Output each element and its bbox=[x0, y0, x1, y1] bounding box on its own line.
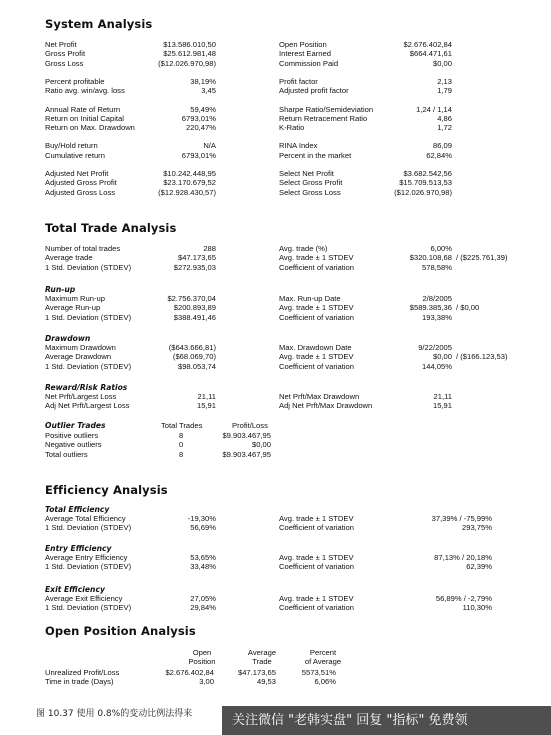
row-value: 33,48% bbox=[190, 562, 216, 572]
open-position-label: Time in trade (Days) bbox=[45, 677, 114, 687]
table-row bbox=[45, 450, 345, 459]
row-label: Adjusted Gross Loss bbox=[45, 187, 116, 197]
outlier-col-profit-loss: Profit/Loss bbox=[232, 421, 268, 430]
table-row bbox=[0, 677, 551, 686]
outlier-label: Negative outliers bbox=[45, 440, 102, 450]
row-right-value: 1,79 bbox=[437, 86, 452, 96]
row-right-label: RINA Index bbox=[279, 141, 318, 151]
open-position-col-percent: Percent bbox=[309, 648, 337, 657]
outlier-profit-loss: $9.903.467,95 bbox=[222, 449, 271, 459]
row-label: Gross Profit bbox=[45, 49, 86, 59]
row-value: 6793,01% bbox=[181, 150, 216, 160]
row-value: ($12.026.970,98) bbox=[158, 58, 216, 68]
row-right-label: Return Retracement Ratio bbox=[279, 113, 368, 123]
row-right-value: 15,91 bbox=[432, 401, 452, 411]
runup-subtitle: Run-up bbox=[45, 285, 76, 294]
row-label: Net Prft/Largest Loss bbox=[45, 392, 117, 401]
table-row bbox=[0, 362, 551, 371]
row-label: Buy/Hold return bbox=[45, 141, 98, 151]
table-row bbox=[0, 668, 551, 677]
row-right-value: $589.385,36 bbox=[409, 303, 452, 313]
total-trade-analysis-title: Total Trade Analysis bbox=[45, 221, 177, 235]
table-row bbox=[0, 263, 551, 272]
row-right-value: 62,84% bbox=[426, 150, 452, 160]
table-row bbox=[0, 352, 551, 361]
row-right-value: 21,11 bbox=[433, 392, 452, 401]
row-value: $25.612.981,48 bbox=[163, 49, 216, 59]
table-row bbox=[0, 114, 551, 123]
open-position-col-position: Position bbox=[188, 657, 216, 666]
row-right-value: $0,00 bbox=[432, 58, 452, 68]
row-right-value: 37,39% / -75,99% bbox=[431, 514, 492, 523]
open-position-header-row-2 bbox=[0, 657, 551, 666]
reward-risk-subtitle: Reward/Risk Ratios bbox=[45, 383, 128, 392]
row-right-value: 1,72 bbox=[437, 123, 452, 133]
outlier-label: Positive outliers bbox=[45, 431, 99, 440]
table-row bbox=[0, 294, 551, 303]
row-right-label: Open Position bbox=[279, 40, 327, 49]
row-label: Net Profit bbox=[45, 40, 77, 49]
row-value: 53,65% bbox=[190, 553, 216, 562]
table-row bbox=[0, 141, 551, 150]
outlier-subtitle: Outlier Trades bbox=[45, 421, 106, 430]
row-value: 15,91 bbox=[196, 401, 216, 411]
table-row bbox=[0, 562, 551, 571]
row-right-value: 110,30% bbox=[462, 603, 492, 613]
table-row bbox=[0, 401, 551, 410]
open-position-analysis-title: Open Position Analysis bbox=[45, 624, 196, 638]
row-right-label: Select Net Profit bbox=[279, 169, 334, 178]
row-value: 6793,01% bbox=[181, 113, 216, 123]
row-right-label: Select Gross Loss bbox=[279, 187, 341, 197]
table-row bbox=[0, 514, 551, 523]
open-position-label: Unrealized Profit/Loss bbox=[45, 668, 120, 677]
exit-efficiency-subtitle: Exit Efficiency bbox=[45, 585, 105, 594]
row-right-value: 62,39% bbox=[466, 562, 492, 572]
table-row bbox=[0, 49, 551, 58]
row-right-value: $2.676.402,84 bbox=[403, 40, 452, 49]
table-row bbox=[0, 343, 551, 352]
outlier-profit-loss: $0,00 bbox=[251, 440, 271, 450]
row-label: 1 Std. Deviation (STDEV) bbox=[45, 312, 132, 322]
row-right-value: 193,38% bbox=[422, 312, 452, 322]
open-position-percent: 6,06% bbox=[314, 677, 336, 687]
row-value: $47.173,65 bbox=[177, 253, 216, 263]
open-position-col-open: Open bbox=[192, 648, 212, 657]
row-value: 288 bbox=[203, 244, 216, 253]
row-right-label: Avg. trade (%) bbox=[279, 244, 328, 253]
row-label: Number of total trades bbox=[45, 244, 121, 253]
row-right-extra: / $0,00 bbox=[456, 303, 480, 313]
row-label: Annual Rate of Return bbox=[45, 104, 121, 114]
row-right-value: 4,86 bbox=[437, 113, 452, 123]
row-right-label: Net Prft/Max Drawdown bbox=[279, 392, 360, 401]
row-label: Adjusted Net Profit bbox=[45, 169, 109, 178]
table-row bbox=[0, 123, 551, 132]
table-row bbox=[45, 431, 345, 440]
row-label: 1 Std. Deviation (STDEV) bbox=[45, 262, 132, 272]
open-position-average-trade: 49,53 bbox=[256, 677, 276, 687]
drawdown-subtitle: Drawdown bbox=[45, 334, 91, 343]
outlier-count: 0 bbox=[179, 440, 184, 450]
row-label: Adjusted Gross Profit bbox=[45, 178, 117, 188]
row-right-label: Interest Earned bbox=[279, 49, 331, 59]
row-label: Average Run-up bbox=[45, 303, 101, 313]
row-value: ($643.666,81) bbox=[168, 343, 216, 352]
row-value: $200.893,89 bbox=[173, 303, 216, 313]
row-right-label: Avg. trade ± 1 STDEV bbox=[279, 553, 354, 562]
row-value: 29,84% bbox=[190, 603, 216, 613]
row-right-label: Profit factor bbox=[279, 76, 318, 86]
row-label: Return on Initial Capital bbox=[45, 113, 124, 123]
table-row bbox=[0, 178, 551, 187]
row-label: Return on Max. Drawdown bbox=[45, 123, 135, 133]
row-right-value: $664.471,61 bbox=[409, 49, 452, 59]
table-row bbox=[0, 188, 551, 197]
row-right-extra: / ($225.761,39) bbox=[456, 253, 508, 263]
table-row bbox=[0, 603, 551, 612]
row-right-value: 6,00% bbox=[430, 244, 452, 253]
row-label: Average Drawdown bbox=[45, 352, 112, 362]
outlier-col-total-trades: Total Trades bbox=[161, 421, 203, 430]
row-label: 1 Std. Deviation (STDEV) bbox=[45, 603, 132, 613]
row-right-value: 86,09 bbox=[432, 141, 452, 151]
table-row bbox=[0, 105, 551, 114]
table-row bbox=[0, 77, 551, 86]
outlier-profit-loss: $9.903.467,95 bbox=[222, 431, 271, 440]
table-row bbox=[0, 40, 551, 49]
row-right-label: Sharpe Ratio/Semideviation bbox=[279, 104, 374, 114]
row-right-value: 293,75% bbox=[462, 523, 492, 533]
row-label: Cumulative return bbox=[45, 150, 105, 160]
row-value: ($12.928.430,57) bbox=[158, 187, 216, 197]
row-label: Average trade bbox=[45, 253, 93, 263]
row-right-value: 2,13 bbox=[437, 76, 452, 86]
outlier-count: 8 bbox=[179, 449, 184, 459]
row-right-label: Coefficient of variation bbox=[279, 603, 354, 613]
row-value: $98.053,74 bbox=[177, 361, 216, 371]
row-right-label: Coefficient of variation bbox=[279, 312, 354, 322]
row-right-label: Select Gross Profit bbox=[279, 178, 343, 188]
row-right-value: $15.709.513,53 bbox=[399, 178, 452, 188]
row-label: Gross Loss bbox=[45, 58, 84, 68]
row-label: Maximum Run-up bbox=[45, 294, 105, 303]
row-value: 27,05% bbox=[190, 594, 216, 603]
row-right-label: Max. Run-up Date bbox=[279, 294, 341, 303]
row-label: Average Entry Efficiency bbox=[45, 553, 128, 562]
row-right-value: $320.108,68 bbox=[409, 253, 452, 263]
table-row bbox=[0, 303, 551, 312]
open-position-value: 3,00 bbox=[199, 677, 214, 687]
row-right-label: Coefficient of variation bbox=[279, 361, 354, 371]
row-value: N/A bbox=[203, 141, 216, 151]
outlier-header-row bbox=[45, 421, 345, 430]
row-value: ($68.069,70) bbox=[172, 352, 216, 362]
row-value: $388.491,46 bbox=[173, 312, 216, 322]
row-right-label: Avg. trade ± 1 STDEV bbox=[279, 594, 354, 603]
row-right-extra: / ($166.123,53) bbox=[456, 352, 508, 362]
open-position-col-average: Average bbox=[247, 648, 277, 657]
row-right-value: 578,58% bbox=[422, 262, 452, 272]
entry-efficiency-subtitle: Entry Efficiency bbox=[45, 544, 112, 553]
row-label: 1 Std. Deviation (STDEV) bbox=[45, 523, 132, 533]
row-right-value: 2/8/2005 bbox=[422, 294, 452, 303]
watermark-banner: 关注微信 "老韩实盘" 回复 "指标" 免费领 bbox=[222, 706, 551, 735]
table-row bbox=[0, 86, 551, 95]
row-value: 220,47% bbox=[186, 123, 216, 133]
row-right-label: Avg. trade ± 1 STDEV bbox=[279, 253, 354, 263]
row-right-value: 87,13% / 20,18% bbox=[434, 553, 492, 562]
row-right-value: $0,00 bbox=[432, 352, 452, 362]
table-row bbox=[0, 392, 551, 401]
efficiency-analysis-title: Efficiency Analysis bbox=[45, 483, 168, 497]
row-value: $10.242.448,95 bbox=[163, 169, 216, 178]
row-value: $2.756.370,04 bbox=[167, 294, 216, 303]
row-right-value: ($12.026.970,98) bbox=[394, 187, 452, 197]
row-label: Ratio avg. win/avg. loss bbox=[45, 86, 125, 96]
table-row bbox=[0, 151, 551, 160]
row-value: 56,69% bbox=[190, 523, 216, 533]
row-value: 59,49% bbox=[190, 104, 216, 114]
table-row bbox=[0, 244, 551, 253]
open-position-header-row-1 bbox=[0, 648, 551, 657]
system-analysis-title: System Analysis bbox=[45, 17, 153, 31]
row-right-value: 1,24 / 1,14 bbox=[416, 104, 452, 114]
row-right-label: Coefficient of variation bbox=[279, 262, 354, 272]
row-right-label: K-Ratio bbox=[279, 123, 305, 133]
row-label: Maximum Drawdown bbox=[45, 343, 116, 352]
row-right-label: Avg. trade ± 1 STDEV bbox=[279, 303, 354, 313]
open-position-percent: 5573,51% bbox=[301, 668, 336, 677]
row-value: $13.586.010,50 bbox=[163, 40, 216, 49]
row-right-value: $3.682.542,56 bbox=[403, 169, 452, 178]
row-value: 3,45 bbox=[201, 86, 216, 96]
table-row bbox=[45, 440, 345, 449]
open-position-col-trade: Trade bbox=[252, 657, 272, 666]
row-label: 1 Std. Deviation (STDEV) bbox=[45, 361, 132, 371]
figure-caption: 图 10.37 使用 0.8%的变动比例法得来 bbox=[36, 709, 193, 719]
open-position-col-of-average: of Average bbox=[304, 657, 342, 666]
row-right-label: Avg. trade ± 1 STDEV bbox=[279, 514, 354, 523]
row-label: Average Total Efficiency bbox=[45, 514, 126, 523]
row-label: Percent profitable bbox=[45, 76, 105, 86]
row-value: -19,30% bbox=[187, 514, 216, 523]
table-row bbox=[0, 523, 551, 532]
table-row bbox=[0, 553, 551, 562]
row-label: Adj Net Prft/Largest Loss bbox=[45, 401, 130, 411]
row-value: $23.170.679,52 bbox=[163, 178, 216, 188]
open-position-value: $2.676.402,84 bbox=[165, 668, 214, 677]
row-value: 21,11 bbox=[197, 392, 216, 401]
row-right-label: Coefficient of variation bbox=[279, 562, 354, 572]
open-position-average-trade: $47.173,65 bbox=[237, 668, 276, 677]
row-right-value: 56,89% / -2,79% bbox=[435, 594, 492, 603]
row-right-label: Coefficient of variation bbox=[279, 523, 354, 533]
row-right-label: Commission Paid bbox=[279, 58, 339, 68]
row-label: 1 Std. Deviation (STDEV) bbox=[45, 562, 132, 572]
row-right-label: Adj Net Prft/Max Drawdown bbox=[279, 401, 373, 411]
table-row bbox=[0, 313, 551, 322]
row-label: Average Exit Efficiency bbox=[45, 594, 123, 603]
row-right-label: Avg. trade ± 1 STDEV bbox=[279, 352, 354, 362]
row-value: $272.935,03 bbox=[173, 262, 216, 272]
row-value: 38,19% bbox=[190, 76, 216, 86]
outlier-label: Total outliers bbox=[45, 449, 88, 459]
table-row bbox=[0, 253, 551, 262]
table-row bbox=[0, 59, 551, 68]
row-right-label: Adjusted profit factor bbox=[279, 86, 349, 96]
table-row bbox=[0, 169, 551, 178]
outlier-count: 8 bbox=[179, 431, 184, 440]
row-right-label: Percent in the market bbox=[279, 150, 352, 160]
total-efficiency-subtitle: Total Efficiency bbox=[45, 505, 110, 514]
table-row bbox=[0, 594, 551, 603]
row-right-value: 9/22/2005 bbox=[418, 343, 452, 352]
row-right-value: 144,05% bbox=[422, 361, 452, 371]
row-right-label: Max. Drawdown Date bbox=[279, 343, 352, 352]
